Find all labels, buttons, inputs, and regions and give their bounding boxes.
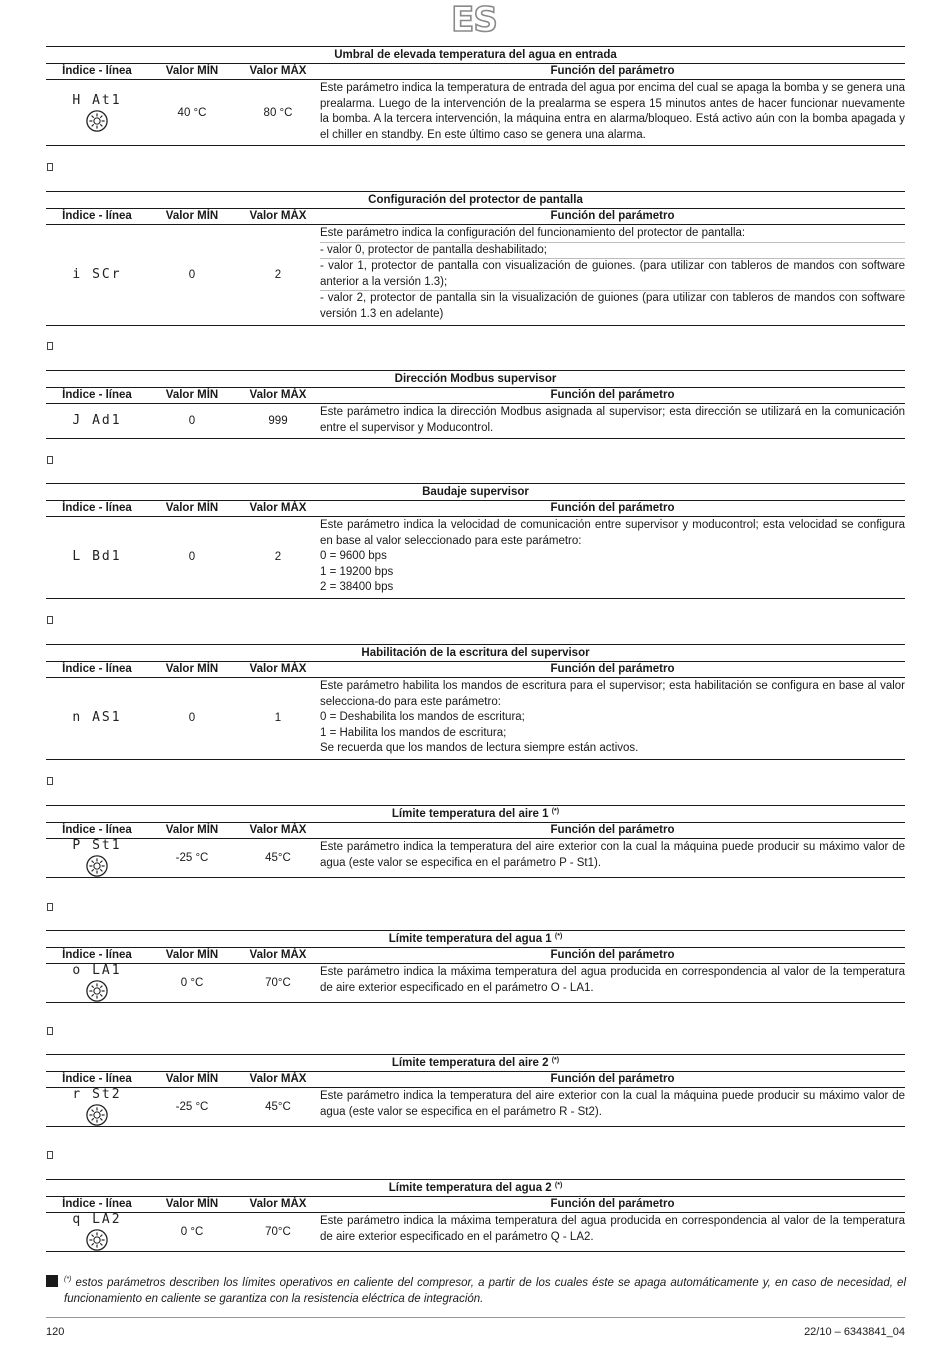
parameter-table	[46, 805, 905, 878]
max-value: 1	[274, 712, 282, 725]
description-line: Este parámetro indica la temperatura del aire exterior con la cual la máquina puede producir su máximo valor de agua (este valor se especifica en el parámetro R - St2).	[320, 1090, 905, 1118]
parameter-code: H At1	[72, 92, 122, 108]
header-max: Valor MÁX	[249, 824, 307, 836]
parameter-code: J Ad1	[72, 413, 122, 429]
table-header	[46, 1071, 905, 1088]
header-min: Valor MÍN	[165, 1198, 219, 1210]
index-cell	[46, 678, 148, 759]
table-title-text: Límite temperatura del agua 1	[388, 933, 552, 945]
function-description	[320, 678, 905, 759]
min-value: 0	[188, 712, 196, 725]
index-cell	[46, 80, 148, 145]
header-min: Valor MÍN	[165, 949, 219, 961]
placeholder-glyph	[47, 1151, 53, 1159]
table-row	[46, 404, 905, 439]
function-description	[320, 964, 905, 1002]
max-value: 2	[274, 268, 282, 281]
placeholder-glyph	[47, 1027, 53, 1035]
function-description	[320, 80, 905, 145]
max-value: 45°C	[265, 852, 291, 864]
sun-icon	[86, 1104, 108, 1126]
title-footnote-mark: (*)	[551, 1057, 560, 1064]
header-index: Índice - línea	[62, 502, 132, 514]
table-title-text: Baudaje supervisor	[422, 486, 529, 498]
parameter-table	[46, 483, 905, 599]
title-footnote-mark: (*)	[554, 1182, 563, 1189]
parameter-code: o LA1	[72, 963, 122, 978]
table-header	[46, 947, 905, 964]
parameter-table	[46, 191, 905, 326]
footnote	[64, 1272, 906, 1307]
parameter-table	[46, 46, 905, 146]
min-value: 0 °C	[180, 1226, 204, 1238]
title-footnote-mark: (*)	[551, 808, 560, 815]
description-line: - valor 2, protector de pantalla sin la visualización de guiones (para utilizar con tableros de mandos con software versión 1.3 en adelante)	[320, 290, 905, 322]
description-line: Este parámetro habilita los mandos de escritura para el supervisor; esta habilitación se configura en base al valor selecciona-do para este parámetro:	[320, 680, 905, 708]
table-title-text: Límite temperatura del aire 1	[391, 808, 549, 820]
header-max: Valor MÁX	[249, 502, 307, 514]
parameter-code: n AS1	[72, 710, 122, 726]
language-badge: ES	[451, 0, 497, 40]
header-max: Valor MÁX	[249, 65, 307, 77]
header-index: Índice - línea	[62, 1198, 132, 1210]
description-line: Este parámetro indica la velocidad de comunicación entre supervisor y moducontrol; esta velocidad se configura en base al valor seleccionado para este parámetro:	[320, 519, 905, 547]
parameter-table	[46, 930, 905, 1003]
max-value: 2	[274, 551, 282, 564]
table-title	[46, 930, 905, 947]
parameter-table	[46, 1179, 905, 1252]
table-row	[46, 225, 905, 326]
header-function: Función del parámetro	[550, 389, 675, 401]
table-header	[46, 208, 905, 225]
header-max: Valor MÁX	[249, 210, 307, 222]
placeholder-glyph	[47, 342, 53, 350]
header-function: Función del parámetro	[550, 663, 675, 675]
table-row	[46, 678, 905, 760]
parameter-code: q LA2	[72, 1212, 122, 1227]
placeholder-glyph	[47, 903, 53, 911]
description-line: - valor 0, protector de pantalla deshabilitado;	[320, 242, 905, 259]
parameter-table	[46, 644, 905, 760]
header-min: Valor MÍN	[165, 389, 219, 401]
min-value: 0	[188, 551, 196, 564]
header-min: Valor MÍN	[165, 65, 219, 77]
parameter-code: r St2	[72, 1087, 122, 1102]
parameter-table	[46, 1054, 905, 1127]
max-value: 45°C	[265, 1101, 291, 1113]
header-function: Función del parámetro	[550, 824, 675, 836]
table-row	[46, 1213, 905, 1252]
header-index: Índice - línea	[62, 1073, 132, 1085]
table-title	[46, 1054, 905, 1071]
header-function: Función del parámetro	[550, 502, 675, 514]
header-index: Índice - línea	[62, 949, 132, 961]
min-value: 0 °C	[180, 977, 204, 989]
placeholder-glyph	[47, 616, 53, 624]
description-line: Este parámetro indica la dirección Modbus asignada al supervisor; esta dirección se utilizará en la comunicación entre el supervisor y Moducontrol.	[320, 406, 905, 434]
header-max: Valor MÁX	[249, 389, 307, 401]
table-header	[46, 500, 905, 517]
description-line: Este parámetro indica la configuración del funcionamiento del protector de pantalla:	[320, 227, 746, 239]
description-line: 0 = 9600 bps	[320, 550, 387, 563]
header-index: Índice - línea	[62, 65, 132, 77]
header-max: Valor MÁX	[249, 1073, 307, 1085]
placeholder-glyph	[47, 163, 53, 171]
placeholder-glyph	[47, 456, 53, 464]
description-line: 0 = Deshabilita los mandos de escritura;	[320, 711, 525, 724]
min-value: 40 °C	[177, 106, 207, 119]
table-title-text: Dirección Modbus supervisor	[394, 373, 557, 385]
parameter-code: P St1	[72, 838, 122, 853]
index-cell	[46, 517, 148, 598]
header-min: Valor MÍN	[165, 502, 219, 514]
sun-icon	[86, 110, 108, 132]
header-function: Función del parámetro	[550, 210, 675, 222]
description-line: - valor 1, protector de pantalla con visualización de guiones. (para utilizar con tableros de mandos con software anterior a la versión 1.3);	[320, 258, 905, 290]
max-value: 999	[268, 415, 288, 428]
min-value: -25 °C	[175, 1101, 209, 1113]
header-min: Valor MÍN	[165, 210, 219, 222]
table-header	[46, 63, 905, 80]
description-line: Este parámetro indica la máxima temperatura del agua producida en correspondencia al valor de la temperatura de aire exterior especificado en el parámetro O - LA1.	[320, 966, 905, 994]
index-cell	[46, 839, 148, 877]
description-line: 1 = Habilita los mandos de escritura;	[320, 726, 507, 739]
parameter-code: i SCr	[72, 266, 122, 282]
footnote-marker	[46, 1275, 58, 1287]
index-cell	[46, 1088, 148, 1126]
sun-icon	[86, 1229, 108, 1251]
min-value: -25 °C	[175, 852, 209, 864]
table-row	[46, 964, 905, 1003]
function-description	[320, 1213, 905, 1251]
table-title	[46, 644, 905, 661]
header-index: Índice - línea	[62, 824, 132, 836]
header-index: Índice - línea	[62, 389, 132, 401]
table-row	[46, 80, 905, 146]
function-description	[320, 225, 905, 325]
parameter-code: L Bd1	[72, 549, 122, 565]
header-max: Valor MÁX	[249, 949, 307, 961]
header-min: Valor MÍN	[165, 1073, 219, 1085]
description-line: Este parámetro indica la máxima temperatura del agua producida en correspondencia al valor de la temperatura de aire exterior especificado en el parámetro Q - LA2.	[320, 1215, 905, 1243]
description-line: Este parámetro indica la temperatura del aire exterior con la cual la máquina puede producir su máximo valor de agua (este valor se especifica en el parámetro P - St1).	[320, 841, 905, 869]
table-title	[46, 370, 905, 387]
header-min: Valor MÍN	[165, 824, 219, 836]
header-function: Función del parámetro	[550, 65, 675, 77]
min-value: 0	[188, 268, 196, 281]
table-header	[46, 822, 905, 839]
table-header	[46, 387, 905, 404]
function-description	[320, 1088, 905, 1126]
header-function: Función del parámetro	[550, 949, 675, 961]
page-number: 120	[46, 1326, 65, 1338]
header-min: Valor MÍN	[165, 663, 219, 675]
index-cell	[46, 964, 148, 1002]
function-description	[320, 517, 905, 598]
sun-icon	[86, 855, 108, 877]
footnote-mark: (*)	[64, 1276, 72, 1283]
table-title-text: Límite temperatura del aire 2	[391, 1057, 549, 1069]
max-value: 80 °C	[263, 106, 293, 119]
header-function: Función del parámetro	[550, 1073, 675, 1085]
table-title	[46, 805, 905, 822]
table-title	[46, 46, 905, 63]
table-title-text: Habilitación de la escritura del supervisor	[361, 647, 590, 659]
placeholder-glyph	[47, 777, 53, 785]
index-cell	[46, 404, 148, 438]
footnote-text: estos parámetros describen los límites operativos en caliente del compresor, a partir de los cuales éste se apaga automáticamente y, en caso de necesidad, el funcionamiento en caliente se garantiza con la resistencia eléctrica de integración.	[64, 1276, 906, 1305]
index-cell	[46, 1213, 148, 1251]
description-line: 1 = 19200 bps	[320, 565, 394, 578]
parameter-table	[46, 370, 905, 439]
table-title-text: Configuración del protector de pantalla	[368, 194, 583, 206]
table-title-text: Umbral de elevada temperatura del agua en entrada	[334, 49, 617, 61]
table-title-text: Límite temperatura del agua 2	[388, 1182, 552, 1194]
table-row	[46, 517, 905, 599]
header-function: Función del parámetro	[550, 1198, 675, 1210]
table-title	[46, 191, 905, 208]
header-index: Índice - línea	[62, 210, 132, 222]
header-max: Valor MÁX	[249, 1198, 307, 1210]
table-row	[46, 839, 905, 878]
description-line: 2 = 38400 bps	[320, 581, 394, 594]
header-max: Valor MÁX	[249, 663, 307, 675]
table-title	[46, 1179, 905, 1196]
max-value: 70°C	[265, 977, 291, 989]
function-description	[320, 404, 905, 438]
table-header	[46, 661, 905, 678]
function-description	[320, 839, 905, 877]
index-cell	[46, 225, 148, 325]
title-footnote-mark: (*)	[554, 933, 563, 940]
description-line: Se recuerda que los mandos de lectura siempre están activos.	[320, 742, 639, 755]
table-row	[46, 1088, 905, 1127]
max-value: 70°C	[265, 1226, 291, 1238]
min-value: 0	[188, 415, 196, 428]
document-reference: 22/10 – 6343841_04	[804, 1326, 905, 1338]
table-header	[46, 1196, 905, 1213]
header-index: Índice - línea	[62, 663, 132, 675]
footer-divider	[46, 1317, 905, 1318]
description-line: Este parámetro indica la temperatura de entrada del agua por encima del cual se apaga la bomba y se genera una prealarma. Luego de la intervención de la prealarma se espera 15 minutos antes de hacer funcionar nuevamente la bomba. A la tercera intervención, la máquina entra en alarma/bloqueo. Está activo aún con la bomba apagada y el chiller en standby. En este último caso se genera una alarma.	[320, 82, 905, 141]
sun-icon	[86, 980, 108, 1002]
table-title	[46, 483, 905, 500]
